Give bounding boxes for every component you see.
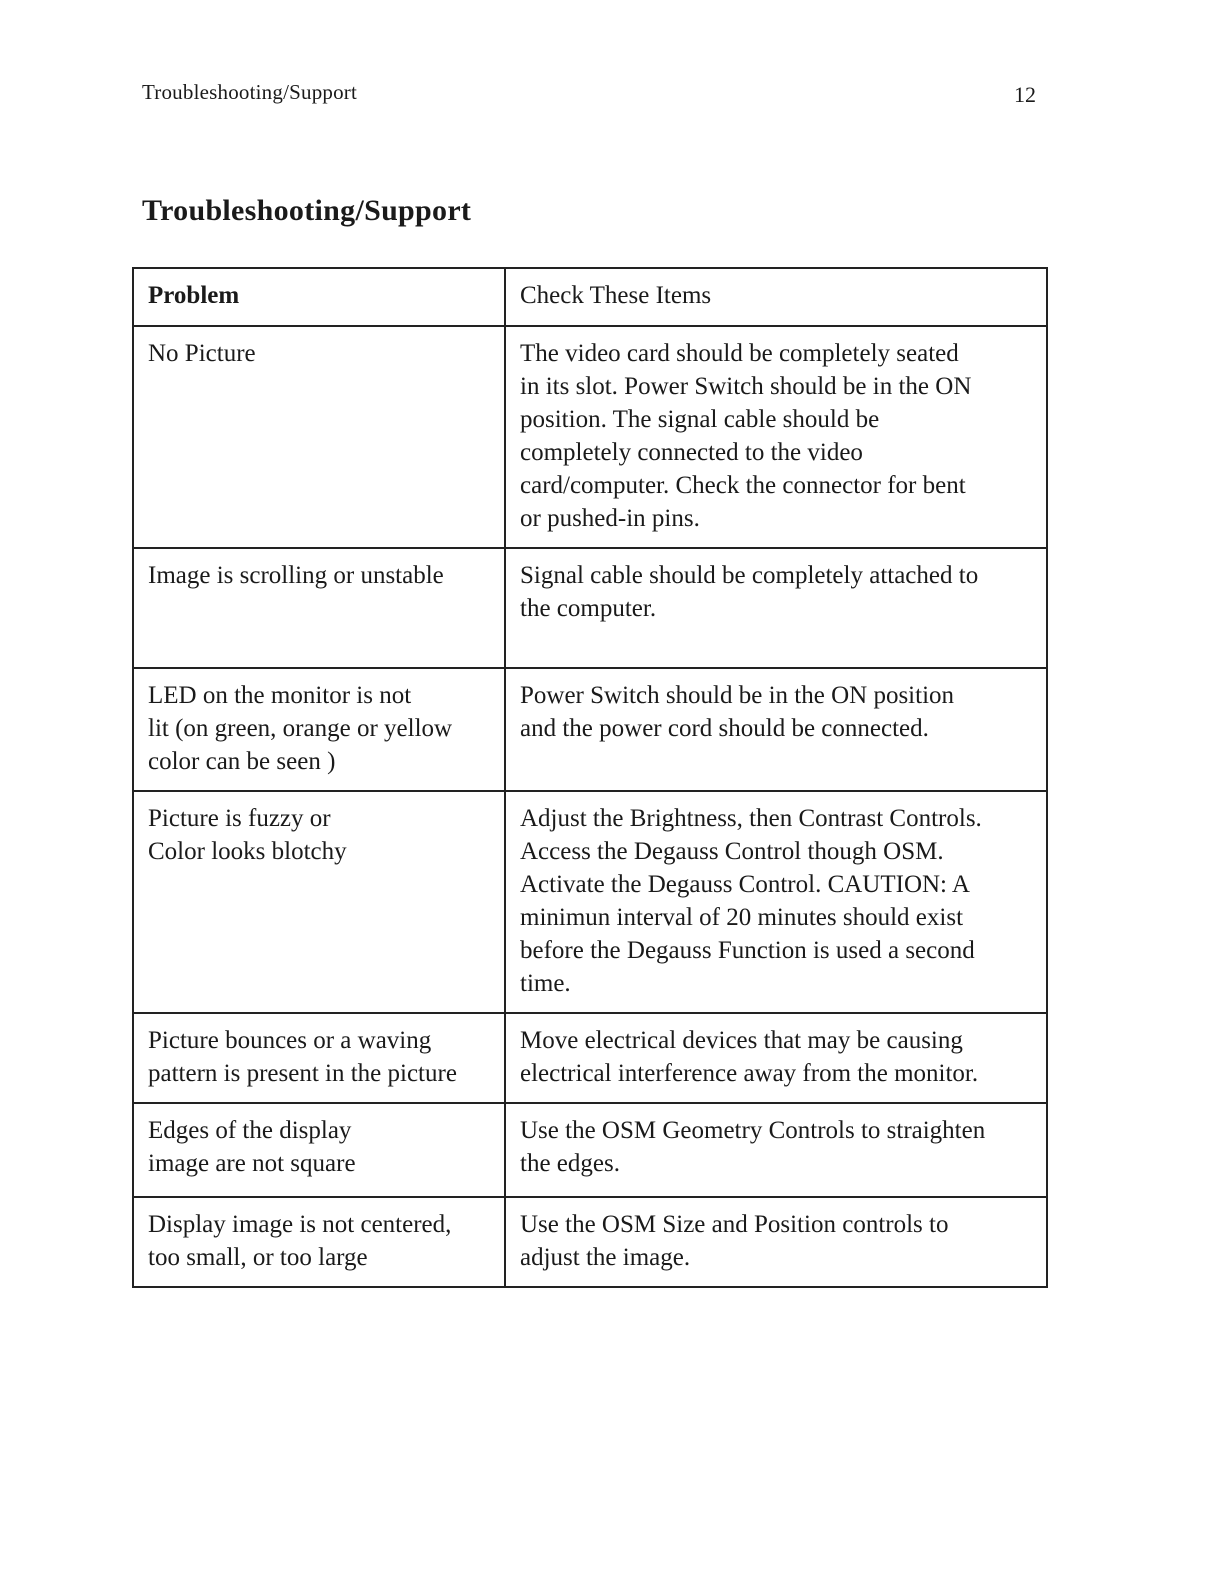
check-items-cell: Move electrical devices that may be causing electrical interference away from the monitor. <box>505 1013 1047 1103</box>
table-row <box>133 548 1047 668</box>
table-row <box>133 791 1047 1013</box>
problem-cell: Image is scrolling or unstable <box>133 548 505 668</box>
table-row <box>133 1103 1047 1197</box>
check-items-cell: The video card should be completely seated in its slot. Power Switch should be in the ON position. The signal cable should be completely connected to the video card/computer. Check the connector for bent or pushed-in pins. <box>505 326 1047 548</box>
check-items-cell: Adjust the Brightness, then Contrast Controls. Access the Degauss Control though OSM. Activate the Degauss Control. CAUTION: A minimun interval of 20 minutes should exist before the Degauss Function is used a second time. <box>505 791 1047 1013</box>
check-items-cell: Use the OSM Size and Position controls to adjust the image. <box>505 1197 1047 1287</box>
table-row <box>133 668 1047 791</box>
problem-cell: Display image is not centered, too small, or too large <box>133 1197 505 1287</box>
table-row <box>133 326 1047 548</box>
troubleshooting-table <box>132 267 1048 1288</box>
check-items-cell: Power Switch should be in the ON position and the power cord should be connected. <box>505 668 1047 791</box>
check-items-cell: Signal cable should be completely attached to the computer. <box>505 548 1047 668</box>
table-header-row <box>133 268 1047 326</box>
problem-cell: LED on the monitor is not lit (on green, orange or yellow color can be seen ) <box>133 668 505 791</box>
table-row <box>133 1013 1047 1103</box>
problem-cell: Picture bounces or a waving pattern is present in the picture <box>133 1013 505 1103</box>
column-header-check-items: Check These Items <box>505 268 1047 326</box>
problem-cell: No Picture <box>133 326 505 548</box>
page-number: 12 <box>1014 82 1036 107</box>
running-header: Troubleshooting/Support <box>142 80 358 104</box>
problem-cell: Picture is fuzzy or Color looks blotchy <box>133 791 505 1013</box>
page-title: Troubleshooting/Support <box>142 194 472 227</box>
table-row <box>133 1197 1047 1287</box>
problem-cell: Edges of the display image are not square <box>133 1103 505 1197</box>
column-header-problem: Problem <box>133 268 505 326</box>
check-items-cell: Use the OSM Geometry Controls to straighten the edges. <box>505 1103 1047 1197</box>
